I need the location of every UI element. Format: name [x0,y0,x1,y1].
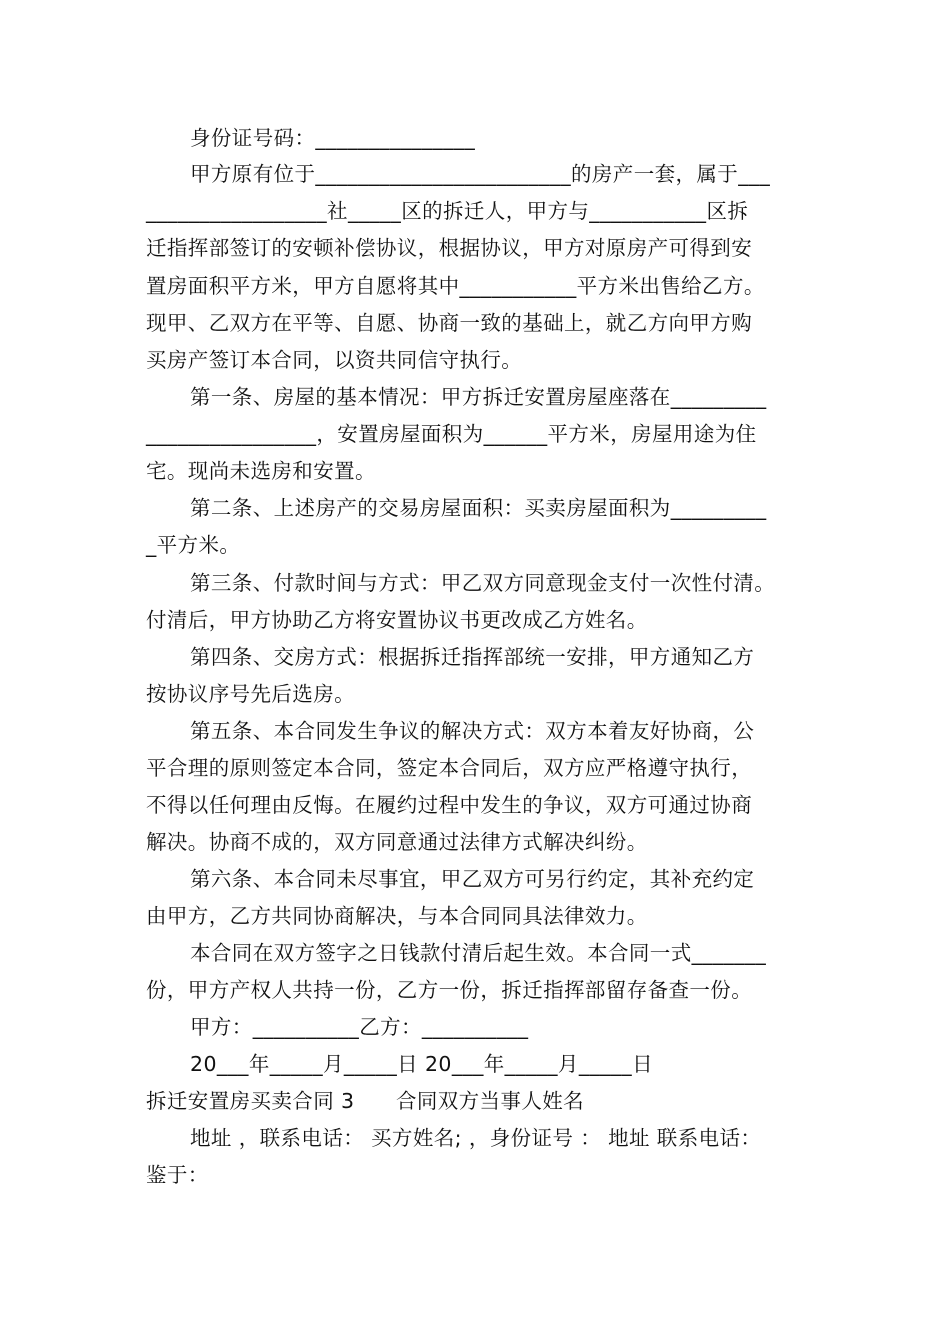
text-line: 第五条、本合同发生争议的解决方式：双方本着友好协商，公 [190,719,755,743]
signature-line: 甲方：__________乙方：__________ [190,1015,529,1039]
text-line: 第四条、交房方式：根据拆迁指挥部统一安排，甲方通知乙方 [190,645,755,669]
text-line: 甲方原有位于________________________的房产一套，属于___ [190,162,771,186]
text-line: 迁指挥部签订的安顿补偿协议，根据协议，甲方对原房产可得到安 [146,236,753,260]
text-line: 买房产签订本合同，以资共同信守执行。 [146,348,523,372]
text-line: 宅。现尚未选房和安置。 [146,459,376,483]
text-line: 按协议序号先后选房。 [146,682,355,706]
text-line: 第二条、上述房产的交易房屋面积：买卖房屋面积为_________ [190,496,767,520]
text-line: 份，甲方产权人共持一份，乙方一份，拆迁指挥部留存备查一份。 [146,978,753,1002]
date-line: 20___年_____月_____日 20___年_____月_____日 [190,1052,653,1076]
section-heading: 拆迁安置房买卖合同 3 合同双方当事人姓名 [146,1089,585,1113]
text-line: 第三条、付款时间与方式：甲乙双方同意现金支付一次性付清。 [190,571,776,595]
text-line: 付清后，甲方协助乙方将安置协议书更改成乙方姓名。 [146,608,648,632]
text-line: 鉴于： [146,1163,209,1187]
text-line: 现甲、乙双方在平等、自愿、协商一致的基础上，就乙方向甲方购 [146,311,753,335]
text-line: 不得以任何理由反悔。在履约过程中发生的争议，双方可通过协商 [146,793,753,817]
text-line: 平合理的原则签定本合同，签定本合同后，双方应严格遵守执行， [146,756,753,780]
text-line: 由甲方，乙方共同协商解决，与本合同同具法律效力。 [146,904,648,928]
text-line: 身份证号码：_______________ [190,126,476,150]
text-line: 解决。协商不成的，双方同意通过法律方式解决纠纷。 [146,830,648,854]
text-line: 置房面积平方米，甲方自愿将其中___________平方米出售给乙方。 [146,274,765,298]
text-line: 本合同在双方签字之日钱款付清后起生效。本合同一式_______ [190,941,767,965]
text-line: 第六条、本合同未尽事宜，甲乙双方可另行约定，其补充约定 [190,867,755,891]
text-line: _________________社_____区的拆迁人，甲方与___________区拆 [146,199,749,223]
text-line: ________________，安置房屋面积为______平方米，房屋用途为住 [146,422,757,446]
text-line: 地址 ，联系电话： 买方姓名; ，身份证号 ： 地址 联系电话： [190,1126,762,1150]
text-line: 第一条、房屋的基本情况：甲方拆迁安置房屋座落在_________ [190,385,767,409]
text-line: _平方米。 [146,533,241,557]
